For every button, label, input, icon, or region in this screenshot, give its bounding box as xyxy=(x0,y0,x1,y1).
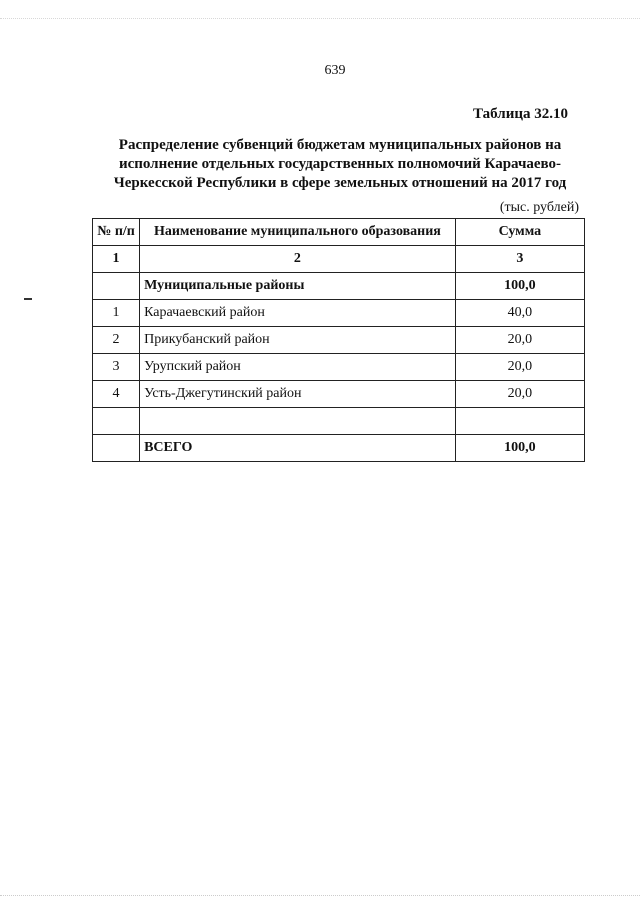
header-name: Наименование муниципального образования xyxy=(140,219,456,246)
table-label: Таблица 32.10 xyxy=(473,106,568,122)
scan-edge-top xyxy=(0,0,640,19)
column-number: 3 xyxy=(455,246,584,273)
table-header-row xyxy=(93,219,585,246)
total-sum: 100,0 xyxy=(455,435,584,462)
row-number: 4 xyxy=(93,381,140,408)
empty-cell xyxy=(455,408,584,435)
empty-row xyxy=(93,408,585,435)
district-sum: 20,0 xyxy=(455,354,584,381)
row-number: 2 xyxy=(93,327,140,354)
table-row xyxy=(93,381,585,408)
scan-mark xyxy=(24,298,32,300)
row-number xyxy=(93,273,140,300)
group-name: Муниципальные районы xyxy=(140,273,456,300)
row-number: 3 xyxy=(93,354,140,381)
empty-cell xyxy=(93,408,140,435)
document-title xyxy=(95,136,585,193)
district-name: Прикубанский район xyxy=(140,327,456,354)
group-row xyxy=(93,273,585,300)
district-sum: 40,0 xyxy=(455,300,584,327)
units-label: (тыс. рублей) xyxy=(499,200,579,215)
row-number: 1 xyxy=(93,300,140,327)
district-name: Усть-Джегутинский район xyxy=(140,381,456,408)
column-number: 1 xyxy=(93,246,140,273)
total-label: ВСЕГО xyxy=(140,435,456,462)
page-number: 639 xyxy=(324,63,346,78)
district-sum: 20,0 xyxy=(455,381,584,408)
empty-cell xyxy=(140,408,456,435)
row-number xyxy=(93,435,140,462)
group-sum: 100,0 xyxy=(455,273,584,300)
district-sum: 20,0 xyxy=(455,327,584,354)
district-name: Урупский район xyxy=(140,354,456,381)
header-number: № п/п xyxy=(93,219,140,246)
column-number-row xyxy=(93,246,585,273)
header-sum: Сумма xyxy=(455,219,584,246)
column-number: 2 xyxy=(140,246,456,273)
scan-edge-bottom xyxy=(0,895,640,897)
district-name: Карачаевский район xyxy=(140,300,456,327)
table-row xyxy=(93,300,585,327)
subsidy-table xyxy=(92,218,585,462)
table-row xyxy=(93,327,585,354)
title-line: Распределение субвенций бюджетам муниципальных районов на xyxy=(118,137,562,153)
table-row xyxy=(93,354,585,381)
total-row xyxy=(93,435,585,462)
title-line: Черкесской Республики в сфере земельных отношений на 2017 год xyxy=(113,175,567,191)
title-line: исполнение отдельных государственных полномочий Карачаево- xyxy=(118,156,562,172)
